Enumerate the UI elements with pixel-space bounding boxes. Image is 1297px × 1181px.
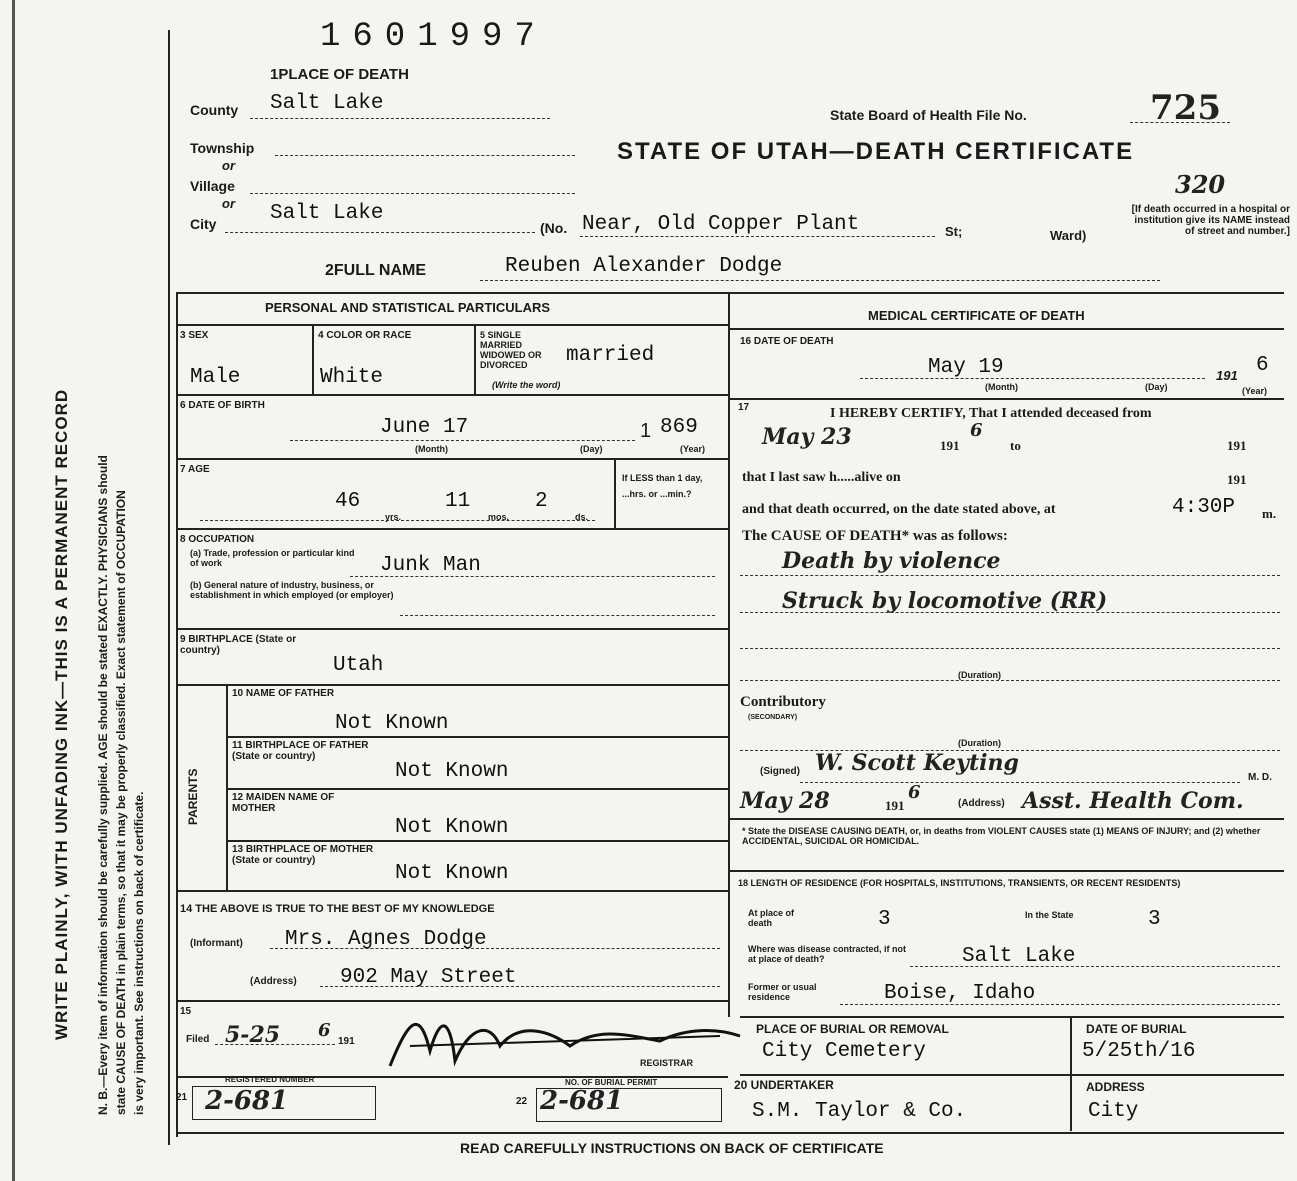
dob-year-label: (Year) [680,444,706,454]
to-label: to [1010,438,1021,453]
street-value: Near, Old Copper Plant [582,213,860,236]
burial-place-value: City Cemetery [762,1040,926,1063]
place-of-death-heading: 1PLACE OF DEATH [270,66,409,83]
signed-label: (Signed) [760,766,800,777]
township-label: Township [190,140,255,156]
informant-address-label: (Address) [250,976,297,987]
date-of-death-month-day: May 19 [928,356,1004,379]
rule [728,870,1284,872]
informant-value: Mrs. Agnes Dodge [285,928,487,951]
no-label: (No. [540,220,568,236]
full-name-label: 2FULL NAME [325,262,427,279]
rule [176,1000,728,1002]
or-label-1: or [222,158,235,173]
state-board-label: State Board of Health File No. [830,107,1027,123]
attended-from-year: 6 [970,420,983,441]
rule [226,788,728,790]
residence-label: 18 LENGTH OF RESIDENCE (FOR HOSPITALS, INSTITUTIONS, TRANSIENTS, OR RECENT RESIDENTS) [738,878,1181,888]
age-months-unit: mos. [488,512,510,522]
informant-address-value: 902 May Street [340,966,517,989]
instructions-line-2: state CAUSE OF DEATH in plain terms, so that it may be properly classified. Exact statement of OCCUPATION [114,490,128,1115]
former-residence-value: Boise, Idaho [884,982,1036,1005]
rule [176,684,728,686]
village-label: Village [190,178,235,194]
age-months: 11 [445,490,471,513]
rule [226,736,728,738]
rule [740,1016,1284,1018]
village-line [250,193,575,194]
registrar-signature [380,1006,750,1076]
dod-year: 6 [1256,354,1269,377]
registered-number-prefix: 21 [176,1092,188,1103]
filed-year-value: 6 [318,1020,331,1041]
mother-birthplace-label: 13 BIRTHPLACE OF MOTHER (State or country) [232,844,374,866]
dod-month-label: (Month) [985,382,1018,392]
certify-text: I HEREBY CERTIFY, That I attended deceased from [830,406,1152,421]
death-occurred-label: and that death occurred, on the date stated above, at [742,502,1056,517]
burial-place-label: PLACE OF BURIAL OR REMOVAL [756,1022,949,1036]
age-years: 46 [335,490,361,513]
dob-month-label: (Month) [415,444,448,454]
burial-permit-value: 2-681 [540,1086,624,1116]
city-line [225,232,535,233]
rule [614,458,616,528]
contracted-label: Where was disease contracted, if not at place of death? [748,944,907,964]
ward-label: Ward) [1050,228,1087,243]
color-label: 4 COLOR OR RACE [318,330,412,341]
certificate-title: STATE OF UTAH—DEATH CERTIFICATE [617,138,1135,165]
age-line [200,520,595,521]
medical-heading: MEDICAL CERTIFICATE OF DEATH [868,308,1085,323]
dob-year-prefix: 1 [640,420,652,442]
township-line [275,155,575,156]
rule [840,1004,1280,1005]
undertaker-address-label: ADDRESS [1086,1080,1145,1094]
file-number: 725 [1150,88,1221,128]
informant-line [270,948,720,949]
signed-year: 6 [908,782,921,803]
cause-of-death-primary: Death by violence [782,548,1001,574]
contracted-value: Salt Lake [962,945,1076,968]
dob-label: 6 DATE OF BIRTH [180,400,265,411]
rule [176,458,728,460]
father-name-value: Not Known [335,712,449,735]
rule [176,528,728,530]
rule [226,840,728,842]
filed-value: 5-25 [225,1022,281,1048]
date-of-death-line [860,378,1205,379]
occupation-value: Junk Man [380,554,481,577]
employer-line [400,615,715,616]
dob-line [290,440,635,441]
left-border [168,30,170,1145]
signed-year-prefix: 191 [885,798,905,813]
cause-note: * State the DISEASE CAUSING DEATH, or, in deaths from VIOLENT CAUSES state (1) MEANS OF INJURY; and (2) whether ACCIDENTAL, SUICIDAL OR HOMICIDAL. [742,826,1261,846]
contributory-label: Contributory [740,694,826,710]
above-true-label: 14 THE ABOVE IS TRUE TO THE BEST OF MY KNOWLEDGE [180,903,495,915]
filed-line [215,1044,335,1045]
duration-label-2: (Duration) [958,738,1001,748]
at-place-months: 3 [878,908,891,931]
city-value: Salt Lake [270,202,384,225]
sex-value: Male [190,366,241,389]
rule [176,324,728,326]
md-label: M. D. [1248,772,1272,783]
undertaker-value: S.M. Taylor & Co. [752,1100,967,1123]
date-of-death-label: 16 DATE OF DEATH [740,336,834,347]
table-top-rule [176,292,1284,294]
rule [176,628,728,630]
footer-instructions: READ CAREFULLY INSTRUCTIONS ON BACK OF CERTIFICATE [460,1140,884,1156]
registered-number-label: REGISTERED NUMBER [225,1075,315,1084]
age-years-unit: yrs. [385,512,402,522]
page-edge [12,0,15,1181]
rule [728,818,1284,820]
age-label: 7 AGE [180,464,210,475]
rule [728,328,1284,330]
occupation-b-label: (b) General nature of industry, business, or establishment in which employed (or employer) [190,580,394,600]
rule [176,394,728,396]
in-state-months: 3 [1148,908,1161,931]
instructions-line-1: N. B.—Every item of information should be carefully supplied. AGE should be stated EXACTLY. PHYSICIANS should [96,455,110,1115]
time-meridian: m. [1262,506,1277,521]
burial-permit-prefix: 22 [516,1096,528,1107]
filed-number: 15 [180,1006,192,1017]
informant-label: (Informant) [190,938,243,949]
signed-date: May 28 [740,788,830,814]
at-place-label: At place of death [748,908,795,928]
personal-heading: PERSONAL AND STATISTICAL PARTICULARS [265,300,551,315]
time-of-death: 4:30P [1172,496,1236,519]
table-bottom-rule [176,1132,1284,1134]
age-days-unit: ds. [575,512,589,522]
instructions-line-3: is very important. See instructions on back of certificate. [132,791,146,1115]
mother-name-value: Not Known [395,816,509,839]
hospital-note: [If death occurred in a hospital or institution give its NAME instead of street and number.] [1131,204,1290,237]
undertaker-label: 20 UNDERTAKER [734,1078,834,1092]
dod-year-label: (Year) [1242,386,1268,396]
certificate-number: 1601997 [320,18,547,56]
father-birthplace-label: 11 BIRTHPLACE OF FATHER (State or country) [232,740,369,762]
permanent-record-notice: WRITE PLAINLY, WITH UNFADING INK—THIS IS A PERMANENT RECORD [52,388,71,1040]
less-than-label: If LESS than 1 day, ...hrs. or ...min.? [622,473,703,499]
attended-from-date: May 23 [762,424,852,450]
rule [800,782,1240,783]
signature-address-label: (Address) [958,798,1005,809]
rule [740,648,1280,649]
duration-label-1: (Duration) [958,670,1001,680]
mother-name-label: 12 MAIDEN NAME OF MOTHER [232,792,335,814]
signature-address-value: Asst. Health Com. [1022,788,1244,814]
st-label: St; [945,224,963,239]
center-divider [728,292,730,1017]
in-state-label: In the State [1025,910,1074,920]
dob-month-day: June 17 [380,416,469,439]
or-label-2: or [222,196,235,211]
mother-birthplace-value: Not Known [395,862,509,885]
last-saw-year-prefix: 191 [1227,472,1247,487]
dob-year: 869 [660,416,698,439]
county-label: County [190,102,239,118]
registrar-label: REGISTRAR [640,1058,694,1068]
marital-note: (Write the word) [492,380,561,390]
rule [226,684,228,890]
county-value: Salt Lake [270,92,384,115]
rule [728,398,1284,400]
rule [176,890,728,892]
table-left-rule [176,292,178,1137]
burial-permit-label: NO. OF BURIAL PERMIT [565,1078,658,1087]
cause-of-death-secondary: Struck by locomotive (RR) [782,588,1108,614]
dod-year-prefix: 191 [1216,368,1238,383]
rule [740,575,1280,576]
handwritten-number: 320 [1175,170,1226,199]
sex-label: 3 SEX [180,330,209,341]
rule [312,324,314,394]
physician-signature: W. Scott Keyting [815,750,1019,776]
age-days: 2 [535,490,548,513]
last-saw-label: that I last saw h.....alive on [742,470,901,485]
birthplace-label: 9 BIRTHPLACE (State or country) [180,634,297,656]
filed-year-label: 191 [338,1036,355,1047]
occupation-a-label: (a) Trade, profession or particular kind of work [190,548,355,568]
father-birthplace-value: Not Known [395,760,509,783]
father-name-label: 10 NAME OF FATHER [232,688,335,699]
registered-number-value: 2-681 [205,1086,289,1116]
dod-day-label: (Day) [1145,382,1168,392]
informant-address-line [320,986,720,987]
color-value: White [320,366,384,389]
birthplace-value: Utah [333,654,384,677]
dob-day-label: (Day) [580,444,603,454]
rule [740,612,1280,613]
marital-label: 5 SINGLE MARRIED WIDOWED OR DIVORCED [480,330,542,370]
cause-of-death-label: The CAUSE OF DEATH* was as follows: [742,528,1008,544]
parents-label: PARENTS [186,768,200,825]
full-name-value: Reuben Alexander Dodge [505,255,783,278]
rule [474,324,476,394]
filed-label: Filed [186,1034,210,1045]
undertaker-address-value: City [1088,1100,1139,1123]
county-line [250,118,550,119]
street-line [580,236,935,237]
full-name-line [480,280,1160,281]
former-residence-label: Former or usual residence [748,982,817,1002]
attended-to-year-prefix: 191 [1227,438,1247,453]
rule [740,1074,1284,1076]
occupation-line [350,576,715,577]
rule [740,680,1280,681]
marital-value: married [566,344,655,367]
certify-number: 17 [738,402,750,413]
occupation-label: 8 OCCUPATION [180,534,255,545]
secondary-label: (SECONDARY) [748,714,798,721]
rule [910,966,1280,967]
city-label: City [190,216,217,232]
attended-from-year-prefix: 191 [940,438,960,453]
date-of-burial-label: DATE OF BURIAL [1086,1022,1187,1036]
date-of-burial-value: 5/25th/16 [1082,1040,1196,1063]
